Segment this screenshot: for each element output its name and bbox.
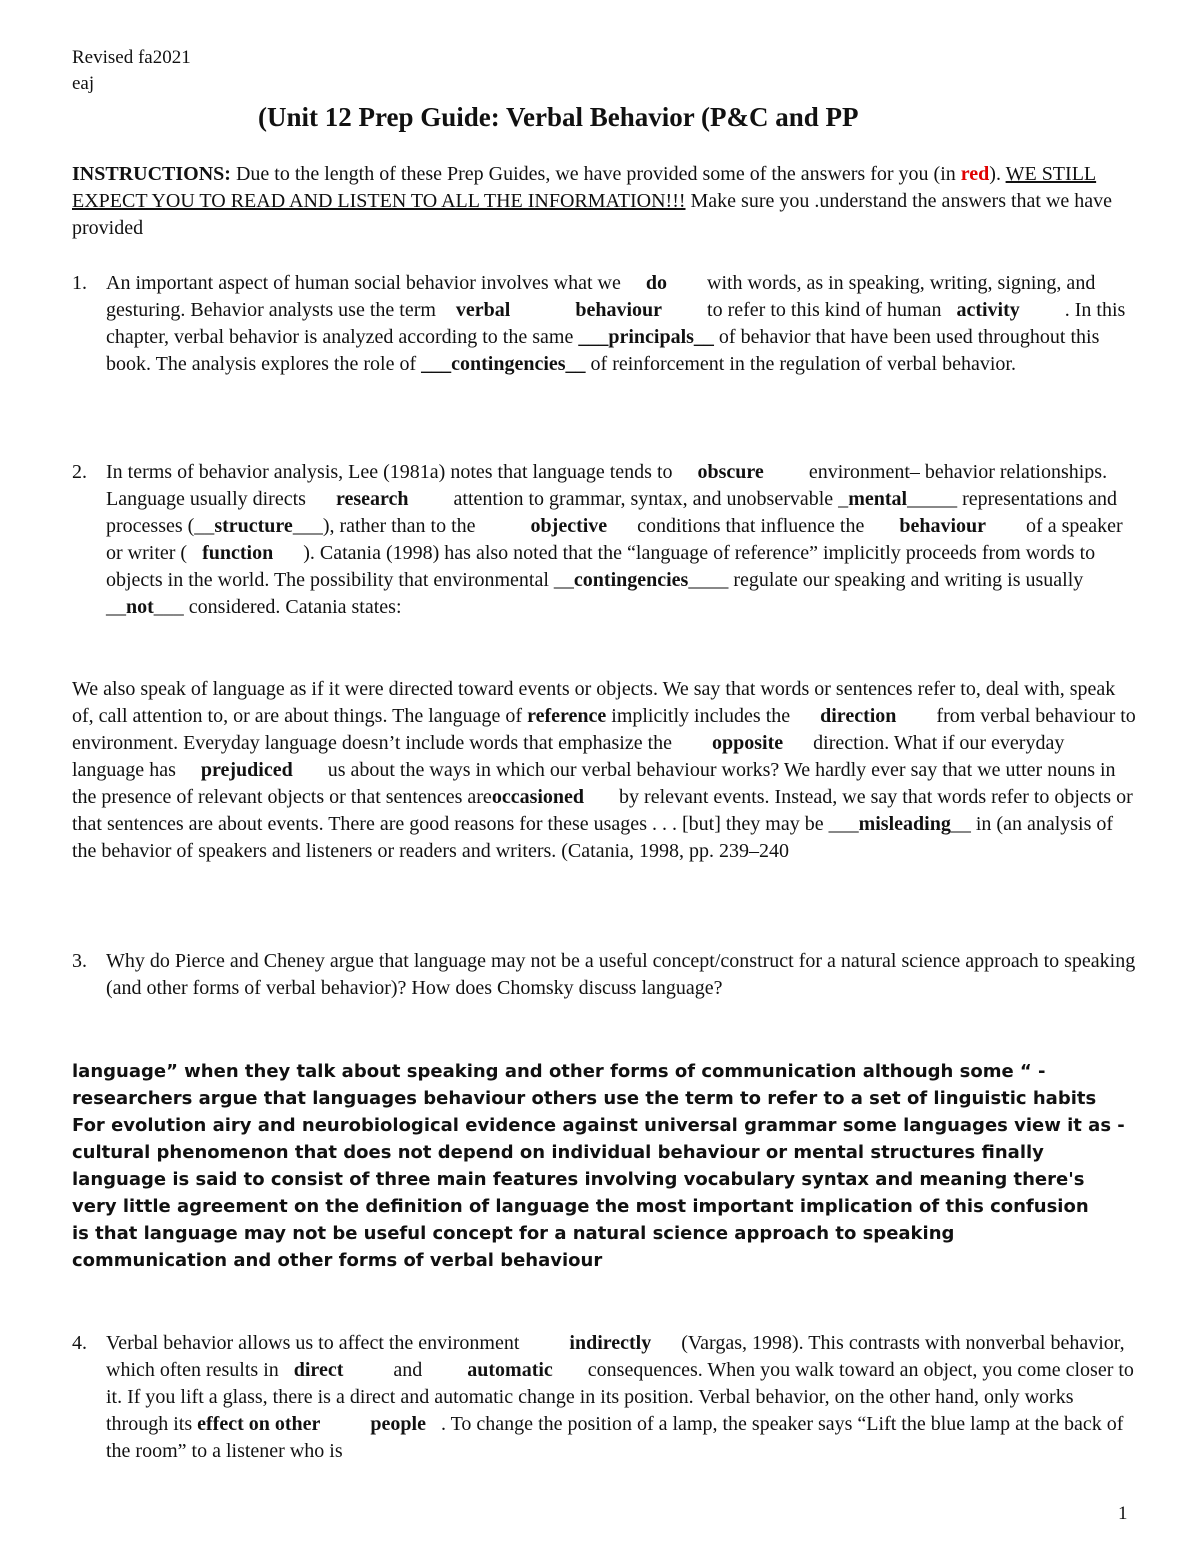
answer: reference (527, 705, 607, 727)
answer: automatic (467, 1359, 553, 1381)
answer: misleading (858, 813, 951, 835)
catania-quote: We also speak of language as if it were directed toward events or objects. We say that words or sentences refer to, deal with, speak of, call attention to, or are about things. The language of reference implicitly includes the direction from verbal behaviour to environment. Everyday language doesn’t include words that emphasize the opposite direction. What if our everyday language has prejudiced us about the ways in which our verbal behaviour works? We hardly ever say that we utter nouns in the presence of relevant objects or that sentences areoccasioned by relevant events. Instead, we say that words refer to objects or that sentences are about events. There are good reasons for these usages . . . [but] they may be ___misleading__ in (an analysis of the behavior of speakers and listeners or readers and writers. (Catania, 1998, pp. 239–240 (72, 678, 1136, 862)
question-number: 1. (72, 272, 87, 294)
answer: do (645, 272, 667, 294)
author-initials: eaj (72, 73, 95, 94)
instructions-block: INSTRUCTIONS: Due to the length of these Prep Guides, we have provided some of the answers for you (in red). WE STILL EXPECT YOU TO READ AND LISTEN TO ALL THE INFORMATION!!! Make sure you .understand the answers that we have provided (72, 163, 1113, 239)
question-number: 4. (72, 1332, 87, 1354)
answer: verbal (455, 299, 511, 321)
revision-label: Revised fa2021 (72, 47, 191, 68)
answer: people (370, 1413, 426, 1435)
answer: not (126, 596, 154, 618)
instructions-label: INSTRUCTIONS: (72, 163, 231, 185)
answer: behaviour (899, 515, 987, 537)
answer: ___contingencies__ (421, 353, 586, 375)
answer: behaviour (575, 299, 663, 321)
answer: direct (293, 1359, 344, 1381)
answer: effect on other (197, 1413, 321, 1435)
page-number: 1 (1118, 1503, 1128, 1524)
answer: mental (848, 488, 908, 510)
answer: indirectly (569, 1332, 652, 1354)
answer: prejudiced (200, 759, 293, 781)
question-number: 2. (72, 461, 87, 483)
answer: structure (214, 515, 293, 537)
answer: opposite (712, 732, 784, 754)
answer: direction (820, 705, 897, 727)
answer: research (335, 488, 409, 510)
answer: ___principals__ (578, 326, 714, 348)
answer: function (202, 542, 274, 564)
answer: activity (956, 299, 1020, 321)
answer: occasioned (491, 786, 585, 808)
red-legend: red (960, 163, 990, 185)
question-3-answer: language” when they talk about speaking and other forms of communication although some “ - researchers argue that languages behaviour others use the term to refer to a set of linguistic habits For evolution airy and neurobiological evidence against universal grammar some languages view it as - cultural phenomenon that does not depend on individual behaviour or mental structures finally language is said to consist of three main features involving vocabulary syntax and meaning there's very little agreement on the definition of language the most important implication of this confusion is that language may not be useful concept for a natural science approach to speaking communication and other forms of verbal behaviour (72, 1061, 1125, 1271)
document-page: Revised fa2021 eaj (Unit 12 Prep Guide: Verbal Behavior (P&C and PP INSTRUCTIONS: Due to the length of these Prep Guides, we have provided some of the answers for you (in red). WE STILL EXPECT YOU TO READ AND LISTEN TO ALL THE INFORMATION!!! Make sure you .understand the answers that we have provided 1. An important aspect of human social behavior involves what we do with words, as in speaking, writing, signing, and gesturing. Behavior analysts use the term verbal behaviour to refer to this kind of human activity . In this chapter, verbal behavior is analyzed according to the same ___principals__ of behavior that have been used throughout this book. The analysis explores the role of ___contingencies__ of reinforcement in the regulation of verbal behavior. 2. In terms of behavior analysis, Lee (1981a) notes that language tends to obscure environment– behavior relationships. Language usually directs research attention to grammar, syntax, and unobservable _mental_____ representations and processes (__structure___), rather than to the objective conditions that influence the behaviour of a speaker or writer ( function ). Catania (1998) has also noted that the “language of reference” implicitly proceeds from words to objects in the world. The possibility that environmental __contingencies____ regulate our speaking and writing is usually __not___ considered. Catania states: We also speak of language as if it were directed toward events or objects. We say that words or sentences refer to, deal with, speak of, call attention to, or are about things. The language of reference implicitly includes the direction from verbal behaviour to environment. Everyday language doesn’t include words that emphasize the opposite direction. What if our everyday language has prejudiced us about the ways in which our verbal behaviour works? We hardly ever say that we utter nouns in the presence of relevant objects or that sentences areoccasioned by relevant events. Instead, we say that words refer to objects or that sentences are about events. There are good reasons for these usages . . . [but] they may be ___misleading__ in (an analysis of the behavior of speakers and listeners or readers and writers. (Catania, 1998, pp. 239–240 3. Why do Pierce and Cheney argue that language may not be a useful concept/construct for a natural science approach to speaking (and other forms of verbal behavior)? How does Chomsky discuss language? language” when they talk about speaking and other forms of communication although some “ - researchers argue that languages behaviour others use the term to refer to a set of linguistic habits For evolution airy and neurobiological evidence against universal grammar some languages view it as - cultural phenomenon that does not depend on individual behaviour or mental structures finally language is said to consist of three main features involving vocabulary syntax and meaning there's very little agreement on the definition of language the most important implication of this confusion is that language may not be useful concept for a natural science approach to speaking communication and other forms of verbal behaviour 4. Verbal behavior allows us to affect the environment indirectly (Vargas, 1998). This contrasts with nonverbal behavior, which often results in direct and automatic consequences. When you walk toward an object, you come closer to it. If you lift a glass, there is a direct and automatic change in its position. Verbal behavior, on the other hand, only works through its effect on other people . To change the position of a lamp, the speaker says “Lift the blue lamp at the back of the room” to a listener who is 1 (0, 0, 1200, 1553)
answer: obscure (697, 461, 764, 483)
page-title: (Unit 12 Prep Guide: Verbal Behavior (P&C and PP (258, 102, 859, 132)
question-number: 3. (72, 950, 87, 972)
answer: objective (530, 515, 608, 537)
instructions-warning: WE STILL EXPECT YOU TO READ AND LISTEN TO ALL THE INFORMATION!!! (72, 163, 1097, 212)
answer: contingencies (573, 569, 689, 591)
